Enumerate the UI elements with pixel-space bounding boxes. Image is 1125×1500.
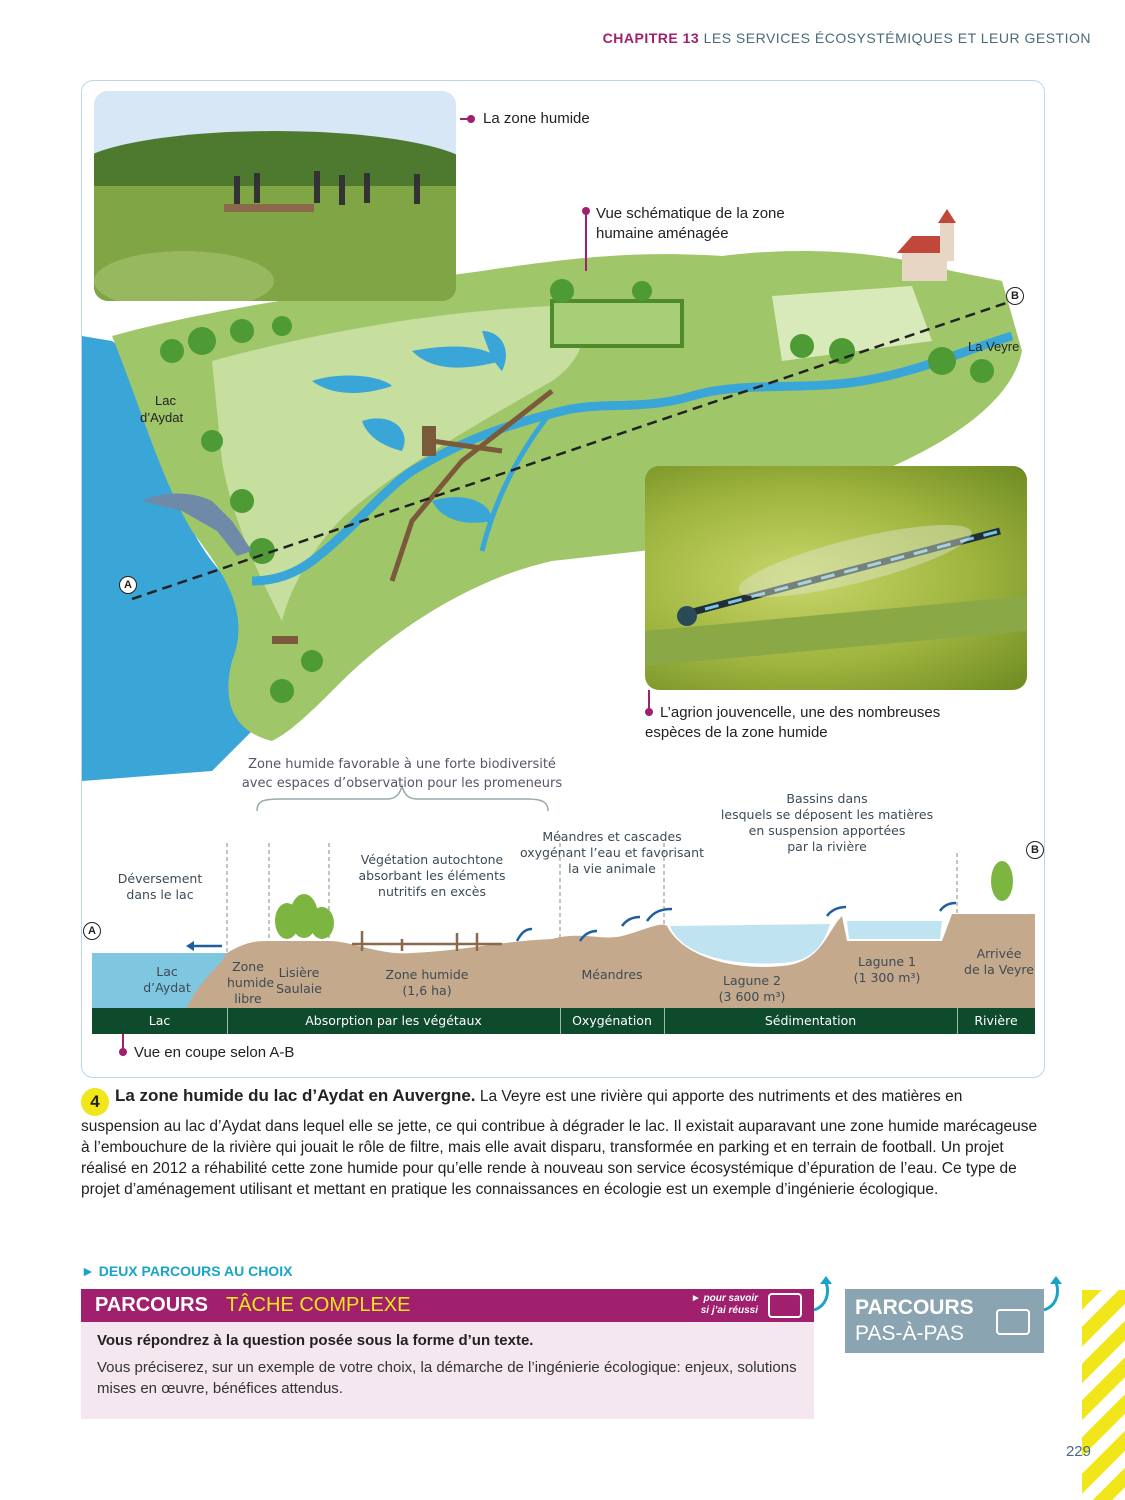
meanders-note-line2: oxygénant l’eau et favorisant — [519, 845, 705, 860]
zone-willow-line1: Lisière — [278, 965, 320, 980]
band-river: Rivière — [974, 1013, 1018, 1028]
overflow-note-line2: dans le lac — [126, 887, 194, 902]
callout-leader — [460, 118, 470, 120]
callout-dot — [119, 1048, 127, 1056]
point-b-marker: B — [1006, 287, 1024, 305]
zone-meanders: Méandres — [581, 967, 643, 982]
band-sedimentation: Sédimentation — [764, 1013, 857, 1028]
laptop-wifi-icon[interactable] — [768, 1293, 802, 1318]
curved-arrow-icon — [808, 1276, 838, 1316]
basins-note-line1: Bassins dans — [786, 791, 868, 806]
zone-arrival-line2: de la Veyre — [964, 962, 1034, 977]
section-point-b-marker: B — [1026, 841, 1044, 859]
complex-task-header — [81, 1289, 814, 1322]
figure-caption — [81, 1085, 1045, 1200]
caption-title: La zone humide du lac d’Aydat en Auvergne. — [115, 1086, 476, 1105]
zone-wetland-line2: (1,6 ha) — [402, 983, 452, 998]
overflow-note-line1: Déversement — [117, 871, 203, 886]
zone-lake-line2: d’Aydat — [143, 980, 191, 995]
zone-free-line1: Zone — [232, 959, 264, 974]
schematic-callout-line2: humaine aménagée — [596, 225, 729, 242]
complex-task-box — [81, 1289, 814, 1419]
chapter-number: CHAPITRE 13 — [602, 30, 700, 46]
wetland-photo-scene — [94, 91, 456, 301]
vegetation-note-line2: absorbant les éléments — [358, 868, 506, 883]
vegetation-note-line3: nutritifs en excès — [378, 884, 486, 899]
zone-free-line2: humide — [227, 975, 275, 990]
self-check-line1: ► pour savoir — [690, 1293, 758, 1304]
band-oxygenation: Oxygénation — [572, 1013, 652, 1028]
river-label: La Veyre — [968, 339, 1020, 354]
basins-note-line4: par la rivière — [787, 839, 867, 854]
cross-section-callout: Vue en coupe selon A-B — [134, 1044, 295, 1061]
schematic-callout-line1: Vue schématique de la zone — [596, 205, 785, 222]
zone-lagoon1-line2: (1 300 m³) — [853, 970, 921, 985]
zone-lake-line1: Lac — [156, 964, 178, 979]
vegetation-note-line1: Végétation autochtone — [360, 852, 504, 867]
zone-lagoon1-line1: Lagune 1 — [857, 954, 917, 969]
curved-arrow-icon — [1040, 1276, 1070, 1316]
wetland-photo-callout: La zone humide — [483, 110, 590, 127]
damselfly-photo — [645, 466, 1027, 690]
complex-task-title-part2: TÂCHE COMPLEXE — [226, 1294, 411, 1316]
step-title-part1: PARCOURS — [855, 1296, 974, 1319]
callout-leader — [585, 211, 587, 271]
complex-task-details: Vous préciserez, sur un exemple de votre choix, la démarche de l’ingénierie écologique: enjeux, solutions mises en œuvre, bénéfices attendus. — [97, 1359, 797, 1397]
step-title-part2: PAS-À-PAS — [855, 1322, 964, 1345]
basins-note-line2: lesquels se déposent les matières — [720, 807, 934, 822]
band-lake: Lac — [148, 1013, 171, 1028]
point-a-marker: A — [119, 576, 137, 594]
meanders-note-line3: la vie animale — [568, 861, 656, 876]
damselfly-callout-line2: espèces de la zone humide — [645, 724, 828, 741]
step-by-step-box[interactable] — [845, 1289, 1044, 1353]
running-header — [603, 30, 1091, 46]
zone-wetland-line1: Zone humide — [385, 967, 469, 982]
section-point-a-marker: A — [83, 922, 101, 940]
figure-number-badge: 4 — [81, 1088, 109, 1116]
complex-task-question: Vous répondrez à la question posée sous la forme d’un texte. — [97, 1332, 534, 1349]
self-check-link[interactable] — [691, 1293, 758, 1317]
damselfly-photo-scene — [645, 466, 1027, 690]
zone-lagoon2-line1: Lagune 2 — [722, 973, 782, 988]
decorative-stripes — [1082, 1290, 1125, 1500]
biodiversity-note-line1: Zone humide favorable à une forte biodiversité — [248, 757, 556, 772]
biodiversity-note-line2: avec espaces d’observation pour les promeneurs — [241, 776, 563, 791]
meanders-note-line1: Méandres et cascades — [542, 829, 682, 844]
lake-label-line1: Lac — [155, 393, 176, 408]
band-absorption: Absorption par les végétaux — [305, 1013, 482, 1028]
page-number: 229 — [1065, 1443, 1091, 1460]
wetland-photo — [94, 91, 456, 301]
laptop-wifi-icon — [996, 1309, 1030, 1335]
damselfly-callout-line1: L’agrion jouvencelle, une des nombreuses — [660, 704, 941, 721]
process-band — [92, 1008, 1035, 1034]
zone-lagoon2-line2: (3 600 m³) — [718, 989, 786, 1004]
zone-arrival-line1: Arrivée — [976, 946, 1022, 961]
caption-text: La Veyre est une rivière qui apporte des nutriments et des matières en suspension au lac d’Aydat dans lequel elle se jette, ce qui contribue à dégrader le lac. Il existait auparavant une zone humide marécageuse à l’embouchure de la rivière qui jouait le rôle de filtre, mais elle avait disparu, transformée en parking et en terrain de football. Un projet réalisé en 2012 a réhabilité cette zone humide pour qu’elle rende à nouveau son service écosystémique d’épuration de l’eau. Ce type de projet d’aménagement utilisant et mettant en pratique les connaissances en écologie est un exemple d’ingénierie écologique. — [81, 1088, 1038, 1198]
basins-note-line3: en suspension apportées — [748, 823, 906, 838]
self-check-line2: si j’ai réussi — [700, 1305, 758, 1316]
callout-dot — [645, 708, 653, 716]
complex-task-title-part1: PARCOURS — [95, 1294, 208, 1316]
figure-panel — [81, 80, 1045, 1078]
chapter-title: LES SERVICES ÉCOSYSTÉMIQUES ET LEUR GESTION — [703, 30, 1091, 46]
paths-intro: ► DEUX PARCOURS AU CHOIX — [81, 1263, 293, 1279]
zone-free-line3: libre — [234, 991, 262, 1006]
lake-label-line2: d’Aydat — [140, 410, 184, 425]
zone-willow-line2: Saulaie — [276, 981, 322, 996]
